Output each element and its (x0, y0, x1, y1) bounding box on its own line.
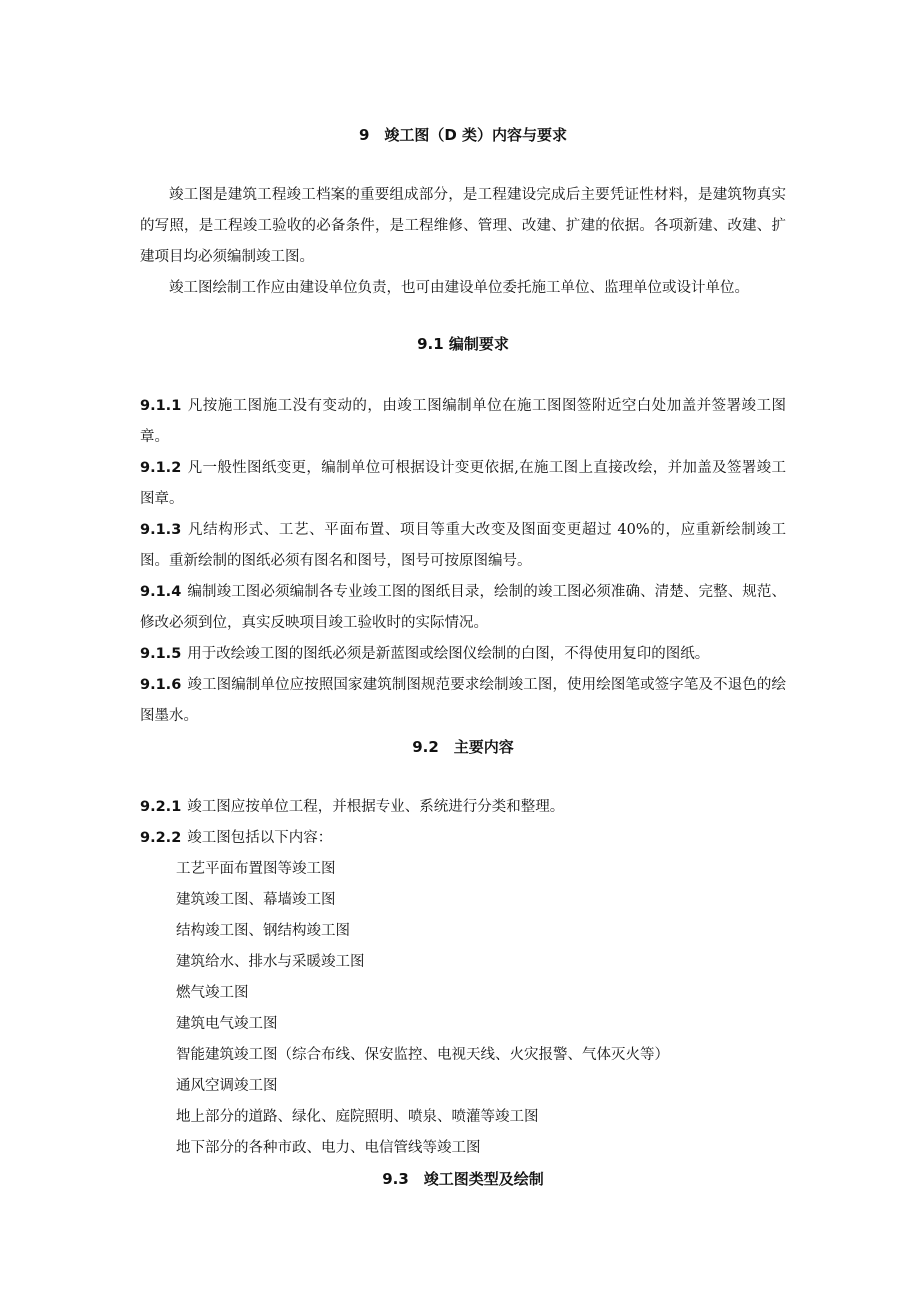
clause-text: 凡按施工图施工没有变动的，由竣工图编制单位在施工图图签附近空白处加盖并签署竣工图章。 (140, 398, 786, 445)
clause-number: 9.2.1 (140, 799, 182, 815)
clause-9-1-4 (140, 577, 786, 639)
clause-number: 9.1.4 (140, 584, 182, 600)
clause-number: 9.1.3 (140, 522, 182, 538)
clause-text: 竣工图应按单位工程，并根据专业、系统进行分类和整理。 (187, 799, 565, 815)
list-item: 燃气竣工图 (176, 985, 249, 1001)
clause-9-1-2 (140, 453, 786, 515)
clause-9-2-1 (140, 792, 786, 823)
intro-paragraph-2: 竣工图绘制工作应由建设单位负责，也可由建设单位委托施工单位、监理单位或设计单位。 (169, 280, 749, 296)
clause-text: 凡结构形式、工艺、平面布置、项目等重大改变及图面变更超过 40%的，应重新绘制竣工图。重新绘制的图纸必须有图名和图号，图号可按原图编号。 (140, 522, 786, 569)
clause-9-1-5 (140, 639, 786, 670)
clause-9-1-3 (140, 515, 786, 577)
list-item: 智能建筑竣工图（综合布线、保安监控、电视天线、火灾报警、气体灭火等） (176, 1047, 669, 1063)
section-title-9-2: 9.2 主要内容 (412, 738, 514, 756)
clause-9-1-6 (140, 670, 786, 732)
section-title-9-3: 9.3 竣工图类型及绘制 (382, 1170, 544, 1188)
intro-paragraph-1: 竣工图是建筑工程竣工档案的重要组成部分，是工程建设完成后主要凭证性材料，是建筑物真实的写照，是工程竣工验收的必备条件，是工程维修、管理、改建、扩建的依据。各项新建、改建、扩建项目均必须编制竣工图。 (140, 187, 786, 265)
list-item: 建筑电气竣工图 (176, 1016, 278, 1032)
list-item: 建筑给水、排水与采暖竣工图 (176, 954, 365, 970)
list-item: 地下部分的各种市政、电力、电信管线等竣工图 (176, 1140, 481, 1156)
chapter-title: 9 竣工图（D 类）内容与要求 (358, 126, 568, 144)
clause-number: 9.1.6 (140, 677, 182, 693)
clause-number: 9.2.2 (140, 830, 182, 846)
clause-text: 编制竣工图必须编制各专业竣工图的图纸目录，绘制的竣工图必须准确、清楚、完整、规范、修改必须到位，真实反映项目竣工验收时的实际情况。 (140, 584, 786, 631)
clause-number: 9.1.5 (140, 646, 182, 662)
clause-text: 凡一般性图纸变更，编制单位可根据设计变更依据,在施工图上直接改绘，并加盖及签署竣工图章。 (140, 460, 786, 507)
list-item: 地上部分的道路、绿化、庭院照明、喷泉、喷灌等竣工图 (176, 1109, 539, 1125)
clause-9-1-1 (140, 391, 786, 453)
clause-text: 竣工图编制单位应按照国家建筑制图规范要求绘制竣工图，使用绘图笔或签字笔及不退色的绘图墨水。 (140, 677, 786, 724)
section-title-9-1: 9.1 编制要求 (417, 335, 509, 353)
clause-number: 9.1.1 (140, 398, 182, 414)
clause-number: 9.1.2 (140, 460, 182, 476)
clause-9-2-2 (140, 823, 786, 854)
list-item: 工艺平面布置图等竣工图 (176, 861, 336, 877)
clause-text: 竣工图包括以下内容： (187, 830, 333, 846)
list-item: 建筑竣工图、幕墙竣工图 (176, 892, 336, 908)
list-item: 通风空调竣工图 (176, 1078, 278, 1094)
clause-text: 用于改绘竣工图的图纸必须是新蓝图或绘图仪绘制的白图，不得使用复印的图纸。 (187, 646, 710, 662)
list-item: 结构竣工图、钢结构竣工图 (176, 923, 350, 939)
